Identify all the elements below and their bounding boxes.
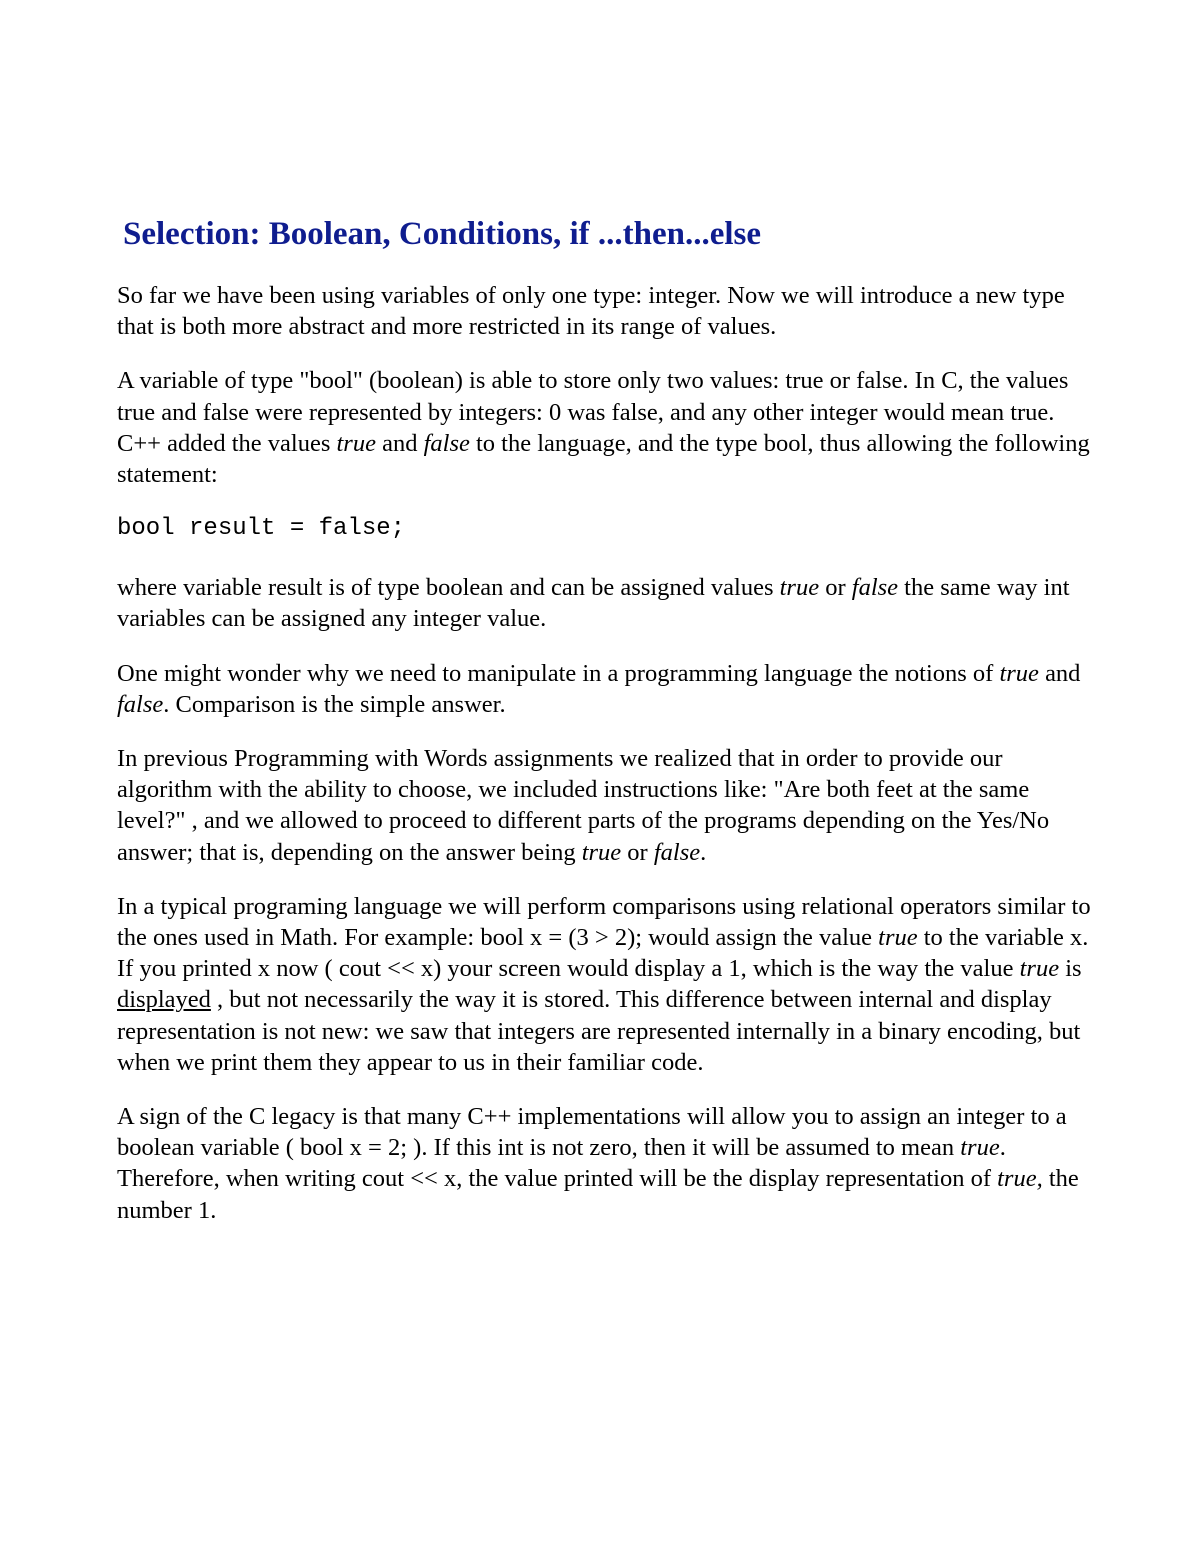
italic-true: true, xyxy=(997,1165,1043,1193)
paragraph-programming-with-words xyxy=(117,743,1092,868)
text-run: A sign of the C legacy is that many C++ implementations will allow you to assign an integer to a boolean variable ( bool x = 2; ). If this int is not zero, then it will be assumed to mean xyxy=(117,1103,1067,1162)
text-run: . xyxy=(700,838,707,866)
paragraph-intro: So far we have been using variables of only one type: integer. Now we will introduce a new type that is both more abstract and more restricted in its range of values. xyxy=(117,282,1065,341)
text-run: One might wonder why we need to manipulate in a programming language the notions of xyxy=(117,659,1000,687)
document-body xyxy=(117,214,1092,1249)
italic-false: false xyxy=(653,838,701,866)
italic-true: true xyxy=(999,659,1039,687)
text-run: . Therefore, when writing cout << x, the value printed will be the display representation of xyxy=(117,1134,1006,1193)
italic-true: true xyxy=(336,429,376,457)
text-run: In previous Programming with Words assignments we realized that in order to provide our algorithm with the ability to choose, we included instructions like: "Are both feet at the same level?" , and we allowed to proceed to different parts of the programs depending on the Yes/No answer; that is, depending on the answer being xyxy=(117,745,1050,866)
text-run: A variable of type "bool" (boolean) is able to store only two values: true or false. In C, the values true and false were represented by integers: 0 was false, and any other integer would mean true. C++ added the values xyxy=(117,367,1069,457)
text-run: or xyxy=(621,838,654,866)
italic-true: true xyxy=(1019,955,1060,983)
text-run: In a typical programing language we will perform comparisons using relational operators similar to the ones used in Math. For example: bool x = (3 > 2); would assign the value xyxy=(117,892,1091,952)
page-title: Selection: Boolean, Conditions, if ...then...else xyxy=(123,216,762,252)
paragraph-relational-operators xyxy=(117,891,1092,1078)
paragraph-result-variable xyxy=(117,572,1092,634)
text-run: , but not necessarily the way it is stored. This difference between internal and display representation is not new: we saw that integers are represented internally in a binary encoding, but when we print them they appear to us in their familiar code. xyxy=(117,986,1081,1076)
italic-false: false xyxy=(423,429,470,457)
code-statement: bool result = false; xyxy=(117,515,406,543)
italic-true: true xyxy=(960,1134,1000,1162)
text-run: the number 1. xyxy=(117,1165,1079,1224)
text-run: or xyxy=(819,574,852,602)
italic-false: false xyxy=(851,574,899,602)
text-run: where variable result is of type boolean and can be assigned values xyxy=(117,574,780,602)
underlined-displayed: displayed xyxy=(117,986,211,1014)
paragraph-why-boolean xyxy=(117,658,1092,720)
paragraph-bool-type xyxy=(117,365,1092,490)
text-run: is xyxy=(1059,955,1082,983)
text-run: and xyxy=(375,429,424,457)
text-run: to the variable x. If you printed x now ( cout << x) your screen would display a 1, which is the way the value xyxy=(117,924,1089,983)
italic-false: false xyxy=(117,690,164,718)
text-run: the same way int variables can be assigned any integer value. xyxy=(117,574,1070,633)
text-run: and xyxy=(1038,659,1081,687)
italic-true: true xyxy=(779,574,820,602)
italic-true: true xyxy=(878,924,918,952)
text-run: . Comparison is the simple answer. xyxy=(163,690,506,718)
italic-true: true xyxy=(581,838,622,866)
text-run: to the language, and the type bool, thus allowing the following statement: xyxy=(117,429,1090,489)
paragraph-c-legacy xyxy=(117,1101,1092,1226)
